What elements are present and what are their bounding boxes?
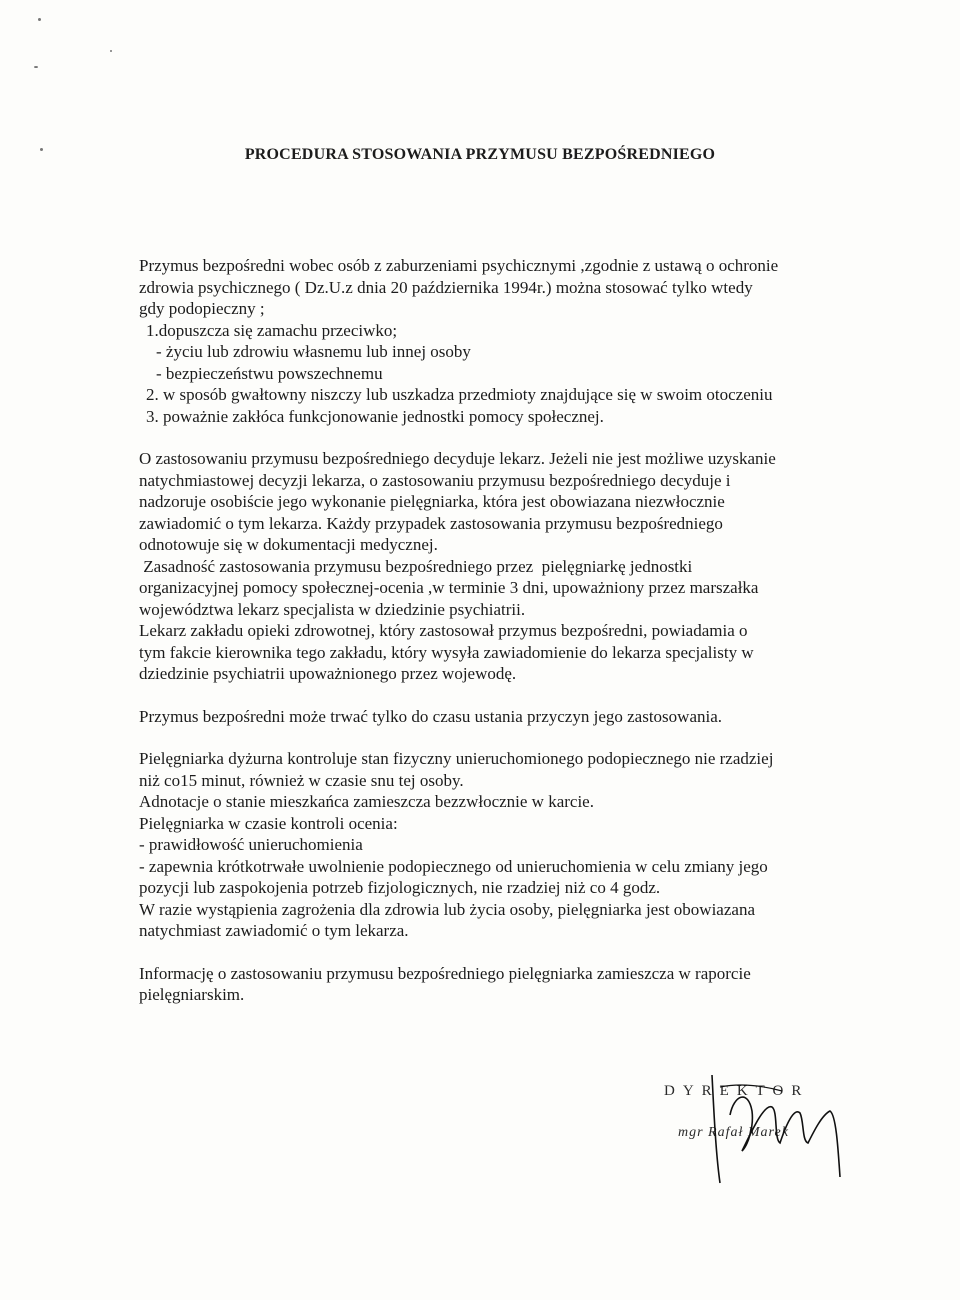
signature-block (640, 1055, 860, 1195)
report-paragraph (139, 963, 859, 1006)
text-line: organizacyjnej pomocy społecznej-ocenia ,w terminie 3 dni, upoważniony przez marszałka (139, 578, 759, 597)
text-line: zdrowia psychicznego ( Dz.U.z dnia 20 października 1994r.) można stosować tylko wtedy (139, 277, 753, 297)
text-line: niż co15 minut, również w czasie snu tej osoby. (139, 770, 464, 790)
stamp-name: mgr Rafał Marek (678, 1125, 789, 1140)
condition-item: 2. w sposób gwałtowny niszczy lub uszkadza przedmioty znajdujące się w swoim otoczeniu (146, 385, 773, 404)
text-line: - zapewnia krótkotrwałe uwolnienie podopiecznego od unieruchomienia w celu zmiany jego (139, 856, 768, 876)
condition-item: 3. poważnie zakłóca funkcjonowanie jednostki pomocy społecznej. (146, 406, 604, 426)
text-line: O zastosowaniu przymusu bezpośredniego decyduje lekarz. Jeżeli nie jest możliwe uzyskanie (139, 449, 776, 468)
spacer (139, 685, 859, 706)
text-line: nadzoruje osobiście jego wykonanie pielęgniarka, która jest obowiazana niezwłocznie (139, 492, 725, 511)
document-body (139, 255, 859, 1006)
document-title: PROCEDURA STOSOWANIA PRZYMUSU BEZPOŚREDNIEGO (244, 146, 716, 163)
condition-item: 1.dopuszcza się zamachu przeciwko; (146, 320, 398, 340)
decision-paragraph (139, 448, 859, 685)
text-line: pozycji lub zaspokojenia potrzeb fizjologicznych, nie rzadziej niż co 4 godz. (139, 878, 661, 897)
text-line: Pielęgniarka w czasie kontroli ocenia: (139, 813, 398, 833)
spacer (139, 942, 859, 963)
monitoring-paragraph (139, 748, 859, 942)
text-line: tym fakcie kierownika tego zakładu, który wysyła zawiadomienie do lekarza specjalisty w (139, 642, 754, 662)
text-line: zawiadomić o tym lekarza. Każdy przypadek zastosowania przymusu bezpośredniego (139, 513, 723, 533)
scan-speck (34, 66, 38, 68)
scan-speck (38, 18, 41, 21)
stamp-title: DYREKTOR (664, 1083, 810, 1099)
text-line: W razie wystąpienia zagrożenia dla zdrowia lub życia osoby, pielęgniarka jest obowiazana (139, 899, 755, 919)
text-line: dziedzinie psychiatrii upoważnionego przez wojewodę. (139, 664, 517, 683)
scan-speck (40, 148, 43, 151)
text-line: Informację o zastosowaniu przymusu bezpośredniego pielęgniarka zamieszcza w raporcie (139, 963, 751, 983)
text-line: - prawidłowość unieruchomienia (139, 835, 363, 854)
condition-subitem: - życiu lub zdrowiu własnemu lub innej osoby (156, 342, 471, 361)
intro-paragraph (139, 255, 859, 320)
text-line: natychmiast zawiadomić o tym lekarza. (139, 921, 409, 940)
conditions-list (139, 320, 859, 428)
text-line: województwa lekarz specjalista w dziedzinie psychiatrii. (139, 599, 526, 619)
scan-speck (110, 50, 112, 52)
text-line: natychmiastowej decyzji lekarza, o zastosowaniu przymusu bezpośredniego decyduje i (139, 470, 731, 490)
duration-paragraph: Przymus bezpośredni może trwać tylko do czasu ustania przyczyn jego zastosowania. (139, 706, 723, 726)
text-line: Adnotacje o stanie mieszkańca zamieszcza bezzwłocznie w karcie. (139, 792, 594, 811)
text-line: Przymus bezpośredni wobec osób z zaburzeniami psychicznymi ,zgodnie z ustawą o ochronie (139, 256, 779, 275)
text-line: Zasadność zastosowania przymusu bezpośredniego przez pielęgniarkę jednostki (139, 556, 693, 576)
text-line: Lekarz zakładu opieki zdrowotnej, który zastosował przymus bezpośredni, powiadamia o (139, 621, 748, 640)
text-line: pielęgniarskim. (139, 985, 245, 1004)
spacer (139, 727, 859, 748)
text-line: odnotowuje się w dokumentacji medycznej. (139, 535, 438, 554)
text-line: Pielęgniarka dyżurna kontroluje stan fizyczny unieruchomionego podopiecznego nie rzadziej (139, 749, 774, 768)
handwritten-signature (690, 1055, 860, 1195)
text-line: gdy podopieczny ; (139, 299, 265, 318)
condition-subitem: - bezpieczeństwu powszechnemu (156, 363, 383, 383)
spacer (139, 427, 859, 448)
